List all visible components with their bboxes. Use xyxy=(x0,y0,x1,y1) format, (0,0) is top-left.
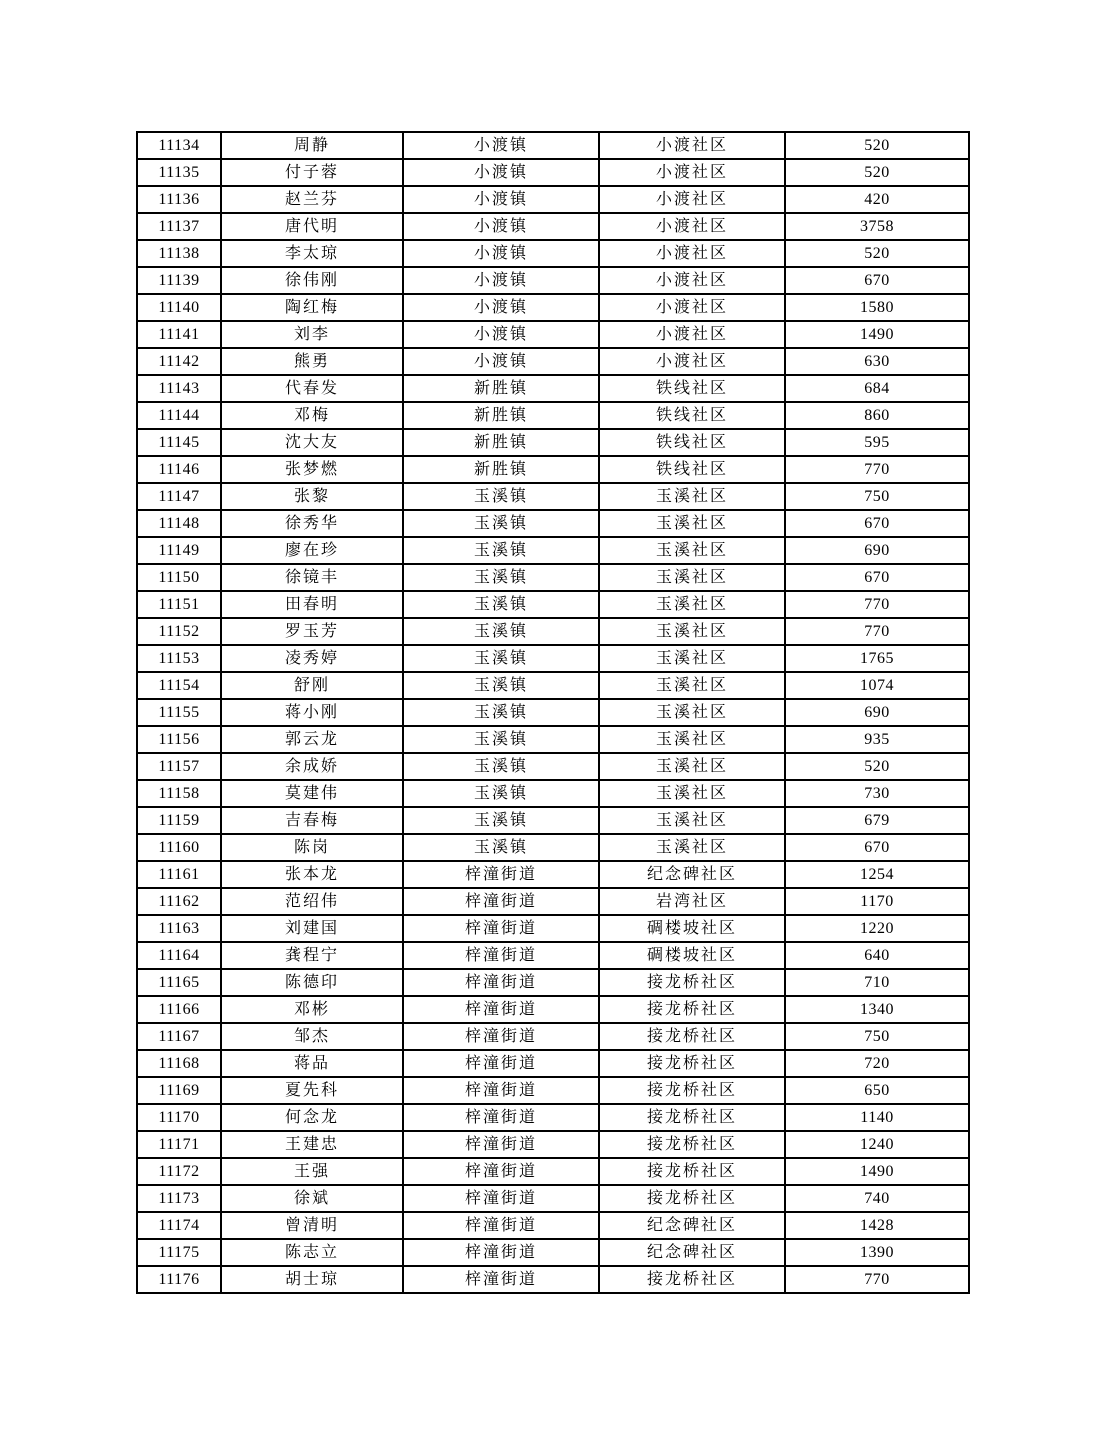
cell-amount: 520 xyxy=(785,159,969,186)
cell-id: 11135 xyxy=(137,159,221,186)
cell-id: 11150 xyxy=(137,564,221,591)
cell-amount: 1140 xyxy=(785,1104,969,1131)
cell-community: 小渡社区 xyxy=(599,159,785,186)
cell-town: 新胜镇 xyxy=(403,375,599,402)
cell-town: 梓潼街道 xyxy=(403,1077,599,1104)
table-row xyxy=(137,240,969,267)
table-row xyxy=(137,1158,969,1185)
cell-community: 玉溪社区 xyxy=(599,591,785,618)
cell-town: 梓潼街道 xyxy=(403,996,599,1023)
cell-town: 梓潼街道 xyxy=(403,1023,599,1050)
cell-town: 小渡镇 xyxy=(403,132,599,159)
cell-town: 梓潼街道 xyxy=(403,1239,599,1266)
cell-id: 11154 xyxy=(137,672,221,699)
table-row xyxy=(137,294,969,321)
cell-community: 玉溪社区 xyxy=(599,618,785,645)
cell-amount: 730 xyxy=(785,780,969,807)
cell-name: 田春明 xyxy=(221,591,403,618)
cell-id: 11160 xyxy=(137,834,221,861)
cell-community: 小渡社区 xyxy=(599,294,785,321)
cell-amount: 1490 xyxy=(785,321,969,348)
table-row xyxy=(137,267,969,294)
cell-town: 梓潼街道 xyxy=(403,1050,599,1077)
cell-community: 铁线社区 xyxy=(599,456,785,483)
cell-amount: 595 xyxy=(785,429,969,456)
cell-id: 11161 xyxy=(137,861,221,888)
table-row xyxy=(137,591,969,618)
cell-id: 11157 xyxy=(137,753,221,780)
cell-town: 梓潼街道 xyxy=(403,915,599,942)
cell-town: 玉溪镇 xyxy=(403,780,599,807)
cell-id: 11163 xyxy=(137,915,221,942)
cell-town: 玉溪镇 xyxy=(403,807,599,834)
cell-town: 梓潼街道 xyxy=(403,1266,599,1293)
cell-community: 小渡社区 xyxy=(599,348,785,375)
cell-amount: 520 xyxy=(785,753,969,780)
cell-community: 小渡社区 xyxy=(599,240,785,267)
cell-name: 刘建国 xyxy=(221,915,403,942)
cell-name: 莫建伟 xyxy=(221,780,403,807)
cell-community: 接龙桥社区 xyxy=(599,1158,785,1185)
cell-town: 小渡镇 xyxy=(403,294,599,321)
table-row xyxy=(137,510,969,537)
cell-town: 小渡镇 xyxy=(403,267,599,294)
cell-name: 余成娇 xyxy=(221,753,403,780)
cell-amount: 740 xyxy=(785,1185,969,1212)
cell-amount: 690 xyxy=(785,537,969,564)
cell-id: 11168 xyxy=(137,1050,221,1077)
table-row xyxy=(137,996,969,1023)
cell-community: 铁线社区 xyxy=(599,402,785,429)
cell-amount: 1340 xyxy=(785,996,969,1023)
cell-id: 11142 xyxy=(137,348,221,375)
cell-name: 付子蓉 xyxy=(221,159,403,186)
cell-town: 新胜镇 xyxy=(403,429,599,456)
cell-id: 11156 xyxy=(137,726,221,753)
table-row xyxy=(137,213,969,240)
cell-community: 接龙桥社区 xyxy=(599,1266,785,1293)
cell-amount: 3758 xyxy=(785,213,969,240)
cell-id: 11151 xyxy=(137,591,221,618)
cell-amount: 1765 xyxy=(785,645,969,672)
table-row xyxy=(137,1104,969,1131)
cell-town: 玉溪镇 xyxy=(403,672,599,699)
cell-town: 梓潼街道 xyxy=(403,1104,599,1131)
cell-name: 龚程宁 xyxy=(221,942,403,969)
table-row xyxy=(137,348,969,375)
cell-town: 梓潼街道 xyxy=(403,942,599,969)
table-row xyxy=(137,1185,969,1212)
cell-name: 李太琼 xyxy=(221,240,403,267)
cell-name: 代春发 xyxy=(221,375,403,402)
table-row xyxy=(137,1077,969,1104)
cell-town: 小渡镇 xyxy=(403,321,599,348)
cell-amount: 1074 xyxy=(785,672,969,699)
cell-name: 凌秀婷 xyxy=(221,645,403,672)
cell-town: 玉溪镇 xyxy=(403,834,599,861)
cell-community: 纪念碑社区 xyxy=(599,1212,785,1239)
table-row xyxy=(137,402,969,429)
table-row xyxy=(137,726,969,753)
cell-name: 张梦燃 xyxy=(221,456,403,483)
cell-town: 玉溪镇 xyxy=(403,510,599,537)
cell-town: 梓潼街道 xyxy=(403,861,599,888)
cell-amount: 1428 xyxy=(785,1212,969,1239)
table-row xyxy=(137,564,969,591)
cell-community: 铁线社区 xyxy=(599,429,785,456)
cell-name: 廖在珍 xyxy=(221,537,403,564)
cell-community: 玉溪社区 xyxy=(599,726,785,753)
cell-id: 11134 xyxy=(137,132,221,159)
cell-id: 11141 xyxy=(137,321,221,348)
cell-community: 玉溪社区 xyxy=(599,645,785,672)
cell-community: 接龙桥社区 xyxy=(599,1104,785,1131)
cell-town: 玉溪镇 xyxy=(403,753,599,780)
records-table-body xyxy=(137,132,969,1293)
cell-name: 陈德印 xyxy=(221,969,403,996)
cell-id: 11166 xyxy=(137,996,221,1023)
cell-community: 玉溪社区 xyxy=(599,510,785,537)
cell-name: 陈志立 xyxy=(221,1239,403,1266)
cell-name: 王建忠 xyxy=(221,1131,403,1158)
cell-amount: 640 xyxy=(785,942,969,969)
cell-amount: 1170 xyxy=(785,888,969,915)
cell-id: 11176 xyxy=(137,1266,221,1293)
cell-name: 张本龙 xyxy=(221,861,403,888)
cell-id: 11171 xyxy=(137,1131,221,1158)
cell-town: 玉溪镇 xyxy=(403,483,599,510)
cell-id: 11167 xyxy=(137,1023,221,1050)
cell-town: 玉溪镇 xyxy=(403,645,599,672)
cell-name: 邓彬 xyxy=(221,996,403,1023)
table-row xyxy=(137,483,969,510)
cell-community: 玉溪社区 xyxy=(599,807,785,834)
cell-town: 小渡镇 xyxy=(403,240,599,267)
cell-amount: 1240 xyxy=(785,1131,969,1158)
cell-town: 新胜镇 xyxy=(403,402,599,429)
cell-id: 11148 xyxy=(137,510,221,537)
cell-name: 邹杰 xyxy=(221,1023,403,1050)
cell-amount: 520 xyxy=(785,240,969,267)
cell-town: 梓潼街道 xyxy=(403,969,599,996)
cell-id: 11138 xyxy=(137,240,221,267)
cell-name: 陈岗 xyxy=(221,834,403,861)
cell-town: 玉溪镇 xyxy=(403,564,599,591)
table-row xyxy=(137,1131,969,1158)
cell-name: 徐秀华 xyxy=(221,510,403,537)
cell-community: 小渡社区 xyxy=(599,267,785,294)
table-row xyxy=(137,888,969,915)
cell-town: 玉溪镇 xyxy=(403,726,599,753)
cell-amount: 860 xyxy=(785,402,969,429)
cell-name: 范绍伟 xyxy=(221,888,403,915)
cell-community: 玉溪社区 xyxy=(599,672,785,699)
cell-town: 梓潼街道 xyxy=(403,1212,599,1239)
cell-town: 梓潼街道 xyxy=(403,1158,599,1185)
cell-amount: 1490 xyxy=(785,1158,969,1185)
cell-amount: 1254 xyxy=(785,861,969,888)
cell-id: 11155 xyxy=(137,699,221,726)
cell-id: 11174 xyxy=(137,1212,221,1239)
cell-id: 11153 xyxy=(137,645,221,672)
cell-community: 铁线社区 xyxy=(599,375,785,402)
table-row xyxy=(137,159,969,186)
cell-community: 岩湾社区 xyxy=(599,888,785,915)
table-row xyxy=(137,1266,969,1293)
cell-amount: 690 xyxy=(785,699,969,726)
table-row xyxy=(137,132,969,159)
cell-community: 碉楼坡社区 xyxy=(599,915,785,942)
cell-community: 玉溪社区 xyxy=(599,537,785,564)
cell-id: 11152 xyxy=(137,618,221,645)
cell-amount: 710 xyxy=(785,969,969,996)
cell-town: 玉溪镇 xyxy=(403,699,599,726)
cell-community: 纪念碑社区 xyxy=(599,1239,785,1266)
cell-name: 唐代明 xyxy=(221,213,403,240)
cell-name: 吉春梅 xyxy=(221,807,403,834)
cell-town: 玉溪镇 xyxy=(403,591,599,618)
table-row xyxy=(137,186,969,213)
table-row xyxy=(137,861,969,888)
cell-name: 胡士琼 xyxy=(221,1266,403,1293)
cell-name: 蒋小刚 xyxy=(221,699,403,726)
cell-community: 玉溪社区 xyxy=(599,753,785,780)
cell-id: 11175 xyxy=(137,1239,221,1266)
table-row xyxy=(137,1050,969,1077)
cell-id: 11140 xyxy=(137,294,221,321)
cell-amount: 720 xyxy=(785,1050,969,1077)
cell-community: 接龙桥社区 xyxy=(599,1050,785,1077)
cell-name: 熊勇 xyxy=(221,348,403,375)
cell-name: 张黎 xyxy=(221,483,403,510)
cell-town: 梓潼街道 xyxy=(403,1131,599,1158)
cell-name: 陶红梅 xyxy=(221,294,403,321)
cell-community: 小渡社区 xyxy=(599,186,785,213)
cell-community: 接龙桥社区 xyxy=(599,996,785,1023)
cell-community: 接龙桥社区 xyxy=(599,1131,785,1158)
cell-town: 玉溪镇 xyxy=(403,537,599,564)
table-row xyxy=(137,375,969,402)
cell-town: 小渡镇 xyxy=(403,213,599,240)
cell-name: 刘李 xyxy=(221,321,403,348)
cell-name: 徐镜丰 xyxy=(221,564,403,591)
cell-amount: 770 xyxy=(785,1266,969,1293)
cell-amount: 670 xyxy=(785,510,969,537)
cell-community: 接龙桥社区 xyxy=(599,1185,785,1212)
cell-name: 王强 xyxy=(221,1158,403,1185)
cell-id: 11158 xyxy=(137,780,221,807)
records-table xyxy=(136,131,970,1294)
cell-community: 玉溪社区 xyxy=(599,834,785,861)
cell-id: 11164 xyxy=(137,942,221,969)
cell-id: 11170 xyxy=(137,1104,221,1131)
cell-amount: 650 xyxy=(785,1077,969,1104)
cell-name: 曾清明 xyxy=(221,1212,403,1239)
cell-community: 小渡社区 xyxy=(599,321,785,348)
cell-amount: 670 xyxy=(785,834,969,861)
cell-amount: 1580 xyxy=(785,294,969,321)
cell-name: 沈大友 xyxy=(221,429,403,456)
cell-town: 小渡镇 xyxy=(403,348,599,375)
table-row xyxy=(137,321,969,348)
table-row xyxy=(137,753,969,780)
cell-amount: 750 xyxy=(785,483,969,510)
cell-id: 11162 xyxy=(137,888,221,915)
cell-amount: 770 xyxy=(785,591,969,618)
cell-town: 梓潼街道 xyxy=(403,888,599,915)
cell-amount: 1390 xyxy=(785,1239,969,1266)
cell-town: 梓潼街道 xyxy=(403,1185,599,1212)
cell-amount: 520 xyxy=(785,132,969,159)
cell-town: 新胜镇 xyxy=(403,456,599,483)
cell-community: 接龙桥社区 xyxy=(599,969,785,996)
table-row xyxy=(137,915,969,942)
table-row xyxy=(137,456,969,483)
cell-town: 玉溪镇 xyxy=(403,618,599,645)
cell-name: 罗玉芳 xyxy=(221,618,403,645)
table-row xyxy=(137,429,969,456)
table-row xyxy=(137,807,969,834)
cell-community: 接龙桥社区 xyxy=(599,1077,785,1104)
cell-id: 11147 xyxy=(137,483,221,510)
cell-name: 蒋品 xyxy=(221,1050,403,1077)
cell-name: 徐斌 xyxy=(221,1185,403,1212)
table-row xyxy=(137,1239,969,1266)
cell-name: 邓梅 xyxy=(221,402,403,429)
cell-id: 11146 xyxy=(137,456,221,483)
cell-id: 11149 xyxy=(137,537,221,564)
table-row xyxy=(137,834,969,861)
table-row xyxy=(137,1212,969,1239)
cell-id: 11139 xyxy=(137,267,221,294)
cell-community: 玉溪社区 xyxy=(599,780,785,807)
cell-name: 郭云龙 xyxy=(221,726,403,753)
cell-id: 11159 xyxy=(137,807,221,834)
cell-amount: 679 xyxy=(785,807,969,834)
table-row xyxy=(137,699,969,726)
cell-amount: 1220 xyxy=(785,915,969,942)
table-row xyxy=(137,537,969,564)
cell-name: 赵兰芬 xyxy=(221,186,403,213)
cell-community: 接龙桥社区 xyxy=(599,1023,785,1050)
cell-id: 11169 xyxy=(137,1077,221,1104)
cell-community: 玉溪社区 xyxy=(599,564,785,591)
cell-name: 徐伟刚 xyxy=(221,267,403,294)
cell-town: 小渡镇 xyxy=(403,159,599,186)
cell-id: 11137 xyxy=(137,213,221,240)
cell-community: 纪念碑社区 xyxy=(599,861,785,888)
cell-id: 11145 xyxy=(137,429,221,456)
cell-town: 小渡镇 xyxy=(403,186,599,213)
cell-id: 11136 xyxy=(137,186,221,213)
cell-id: 11172 xyxy=(137,1158,221,1185)
cell-name: 周静 xyxy=(221,132,403,159)
cell-id: 11143 xyxy=(137,375,221,402)
cell-amount: 630 xyxy=(785,348,969,375)
cell-community: 碉楼坡社区 xyxy=(599,942,785,969)
table-row xyxy=(137,969,969,996)
cell-name: 何念龙 xyxy=(221,1104,403,1131)
cell-community: 小渡社区 xyxy=(599,132,785,159)
cell-amount: 684 xyxy=(785,375,969,402)
cell-community: 玉溪社区 xyxy=(599,483,785,510)
cell-amount: 670 xyxy=(785,267,969,294)
table-row xyxy=(137,1023,969,1050)
cell-id: 11144 xyxy=(137,402,221,429)
cell-community: 玉溪社区 xyxy=(599,699,785,726)
cell-id: 11165 xyxy=(137,969,221,996)
cell-id: 11173 xyxy=(137,1185,221,1212)
table-row xyxy=(137,645,969,672)
cell-amount: 750 xyxy=(785,1023,969,1050)
cell-amount: 420 xyxy=(785,186,969,213)
cell-amount: 670 xyxy=(785,564,969,591)
cell-community: 小渡社区 xyxy=(599,213,785,240)
cell-amount: 770 xyxy=(785,618,969,645)
table-row xyxy=(137,780,969,807)
table-row xyxy=(137,672,969,699)
cell-name: 夏先科 xyxy=(221,1077,403,1104)
table-row xyxy=(137,618,969,645)
cell-amount: 770 xyxy=(785,456,969,483)
cell-name: 舒刚 xyxy=(221,672,403,699)
cell-amount: 935 xyxy=(785,726,969,753)
table-row xyxy=(137,942,969,969)
